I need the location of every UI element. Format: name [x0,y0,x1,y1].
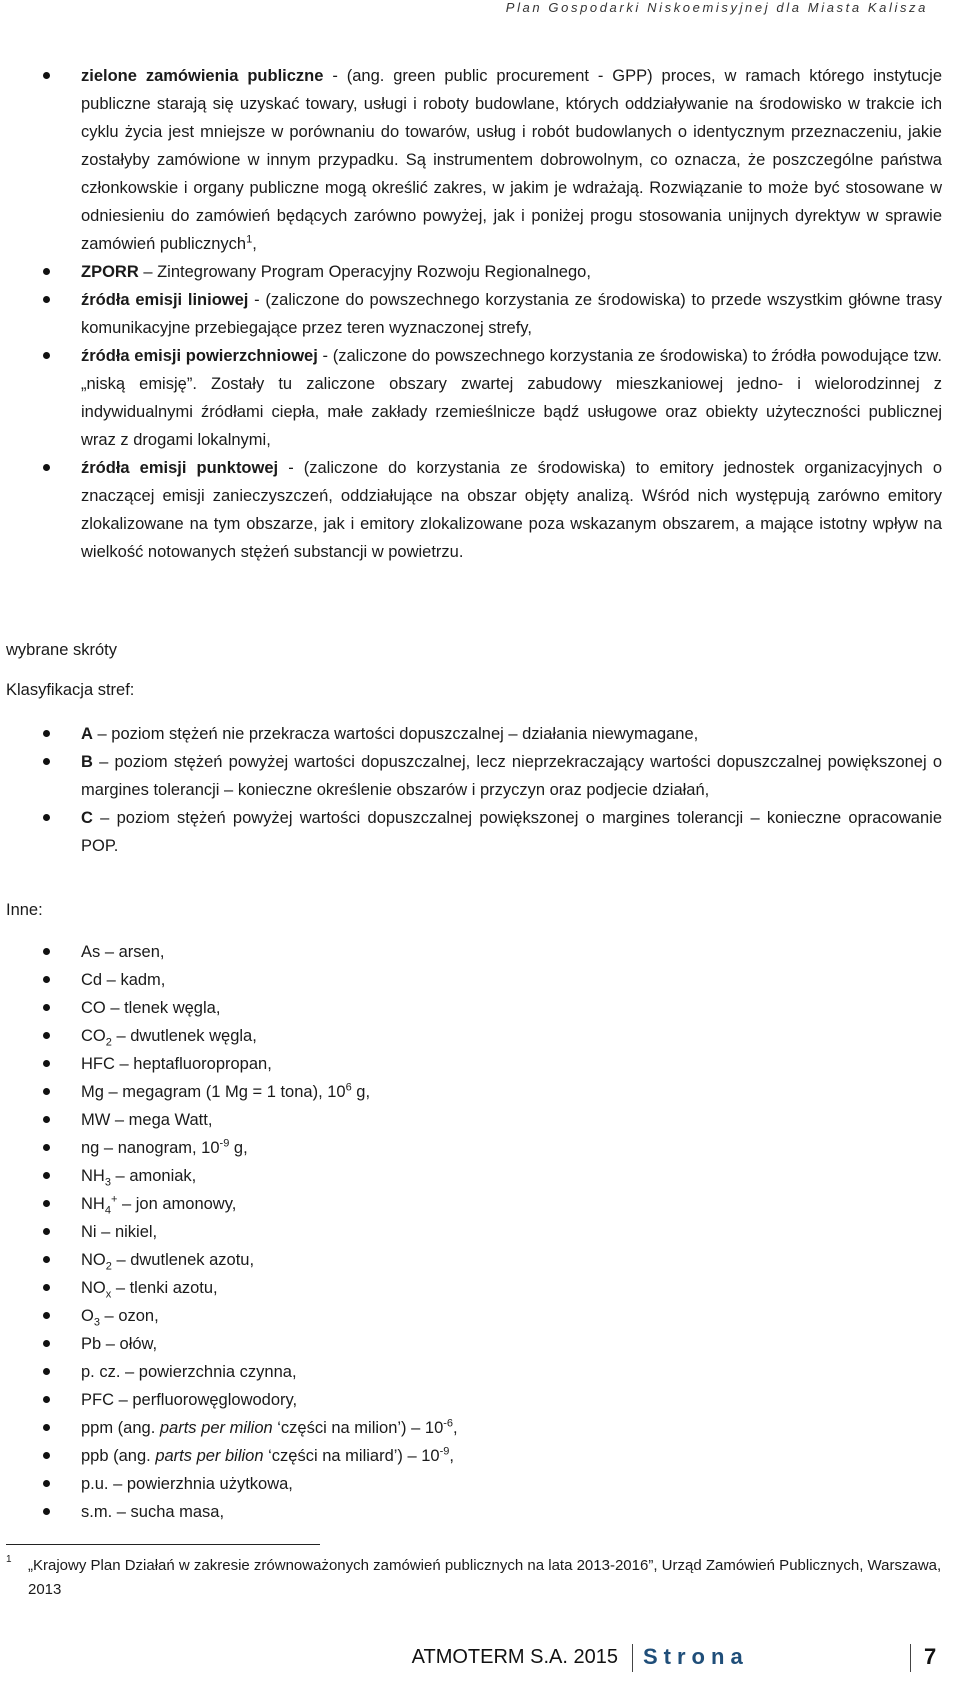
definition-text: – Zintegrowany Program Operacyjny Rozwoju Regionalnego, [138,263,591,281]
definition-term: źródła emisji liniowej [81,291,249,309]
definition-term: źródła emisji powierzchniowej [81,347,318,365]
footer-company: ATMOTERM S.A. 2015 [411,1646,618,1668]
footnote-number: 1 [6,1554,12,1565]
abbr-meaning: – powierzchnia czynna, [120,1363,297,1381]
section-label-classification: Klasyfikacja stref: [6,681,135,699]
abbreviation-item [0,1274,960,1302]
definition-item [0,454,960,566]
footer-divider [632,1644,633,1672]
abbr-term: Cd [81,971,103,989]
abbr-term: NH [81,1195,105,1213]
abbr-meaning: – heptafluoropropan, [114,1055,272,1073]
abbr-term: PFC [81,1391,114,1409]
abbr-subscript: 2 [105,1260,112,1273]
definition-text: - (zaliczone do powszechnego korzystania ze środowiska) to przede wszystkim główne trasy komunikacyjne przebiegające przez teren wyznaczonej strefy, [81,291,942,337]
definition-tail: , [252,235,257,253]
footnote-reference[interactable]: 1 [246,233,253,246]
abbr-superscript: -9 [439,1445,450,1458]
footer-page-number: 7 [924,1644,937,1669]
abbr-term: CO [81,1027,106,1045]
zone-term: C [81,809,93,827]
abbr-meaning: – nikiel, [96,1223,158,1241]
abbr-meaning: – ozon, [99,1307,159,1325]
definition-term: źródła emisji punktowej [81,459,279,477]
footnote [6,1554,946,1602]
section-label-other: Inne: [6,901,43,919]
zone-item [0,720,960,748]
abbr-subscript: 2 [105,1036,112,1049]
abbr-meaning: – sucha masa, [112,1503,225,1521]
abbreviation-item [0,1246,960,1274]
abbr-italic: parts per milion [159,1419,273,1437]
definition-item [0,342,960,454]
abbr-superscript: 6 [345,1081,352,1094]
zone-item [0,748,960,804]
abbr-meaning: – amoniak, [110,1167,197,1185]
abbreviation-item [0,1106,960,1134]
zone-item [0,804,960,860]
abbreviation-item [0,1386,960,1414]
abbreviation-item [0,1470,960,1498]
abbr-superscript: + [110,1193,118,1206]
abbr-meaning: – mega Watt, [110,1111,213,1129]
abbreviation-item [0,1358,960,1386]
abbr-term: NO [81,1251,106,1269]
abbr-meaning: – dwutlenek azotu, [111,1251,255,1269]
abbr-meaning: – dwutlenek węgla, [111,1027,257,1045]
definitions-list [0,62,960,566]
definition-text: - (zaliczone do korzystania ze środowiska) to emitory jednostek organizacyjnych o znaczącej emisji zanieczyszczeń, oddziałujące na obszar objęty analizą. Wśród nich występują zarówno emitory zlokalizowane na tym obszarze, jak i emitory zlokalizowane poza wskazanym obszarem, a mające istotny wpływ na wielkość notowanych stężeń substancji w powietrzu. [81,459,942,561]
definition-item [0,62,960,258]
abbr-meaning: g, [351,1083,371,1101]
abbr-term: Pb [81,1335,102,1353]
abbreviation-item [0,1218,960,1246]
abbr-term: p. cz. [81,1363,121,1381]
abbr-meaning: g, [229,1139,248,1157]
abbr-term: CO [81,999,106,1017]
abbr-meaning: – kadm, [102,971,166,989]
abbreviation-item [0,938,960,966]
abbreviation-item [0,1302,960,1330]
abbreviation-item [0,1134,960,1162]
abbr-term: Mg – megagram (1 Mg = 1 tona), 10 [81,1083,346,1101]
abbr-tail: , [449,1447,454,1465]
abbr-meaning: – jon amonowy, [117,1195,237,1213]
abbreviation-item [0,1442,960,1470]
definition-text: - (ang. green public procurement - GPP) proces, w ramach którego instytucje publiczne starają się uzyskać towary, usługi i roboty budowlane, których oddziaływanie na środowisko w trakcie ich cyklu życia jest mniejsze w porównaniu do towarów, usług i robót budowlanych o identycznym przeznaczeniu, jakie zostałyby zamówione w innym przypadku. Są instrumentem dobrowolnym, co oznacza, że poszczególne państwa członkowskie i organy publiczne mogą określić zakres, w jakim je wdrażają. Rozwiązanie to może być stosowane w odniesieniu do zamówień będących zarówno powyżej, jak i poniżej progu stosowania unijnych dyrektyw w sprawie zamówień publicznych [81,67,942,253]
footer-page-divider [910,1644,911,1672]
abbreviation-item [0,966,960,994]
zone-text: – poziom stężeń powyżej wartości dopuszczalnej powiększonej o margines tolerancji – konieczne opracowanie POP. [81,809,942,855]
abbreviation-item [0,1190,960,1218]
running-header [0,0,960,20]
abbr-term: ppb (ang. [81,1447,156,1465]
zone-text: – poziom stężeń nie przekracza wartości dopuszczalnej – działania niewymagane, [92,725,699,743]
footnote-separator [6,1544,320,1545]
abbr-term: p.u. [81,1475,109,1493]
abbr-subscript: 3 [93,1316,100,1329]
abbreviation-item [0,1022,960,1050]
definition-item [0,286,960,342]
definition-text: - (zaliczone do powszechnego korzystania ze środowiska) to źródła powodujące tzw. „niską emisję”. Zostały tu zaliczone obszary zwartej zabudowy mieszkaniowej jedno- i wielorodzinnej z indywidualnymi źródłami ciepła, małe zakłady rzemieślnicze bądź usługowe oraz obiekty użyteczności publicznej wraz z drogami lokalnymi, [81,347,942,449]
abbr-tail: , [453,1419,458,1437]
abbr-term: NO [81,1279,106,1297]
footer-page-label: Strona [643,1644,749,1669]
abbreviations-list [0,938,960,1526]
abbr-term: s.m. [81,1503,113,1521]
abbr-meaning: – perfluorowęglowodory, [114,1391,298,1409]
abbr-term: HFC [81,1055,115,1073]
abbr-term: ppm (ang. [81,1419,160,1437]
abbr-term: NH [81,1167,105,1185]
abbr-superscript: -6 [443,1417,454,1430]
abbreviation-item [0,1078,960,1106]
abbreviation-item [0,994,960,1022]
abbreviation-item [0,1330,960,1358]
abbr-subscript: x [105,1288,112,1301]
abbr-term: Ni [81,1223,97,1241]
abbreviation-item [0,1162,960,1190]
abbr-meaning: – tlenki azotu, [111,1279,218,1297]
abbr-meaning: – powierzhnia użytkowa, [108,1475,293,1493]
zone-term: B [81,753,93,771]
abbr-subscript: 4 [104,1204,111,1217]
zone-text: – poziom stężeń powyżej wartości dopuszczalnej, lecz nieprzekraczający wartości dopuszczalnej powiększonej o margines tolerancji – konieczne określenie obszarów i przyczyn oraz podjecie działań, [81,753,942,799]
definition-item [0,258,960,286]
header-title: Plan Gospodarki Niskoemisyjnej dla Miasta Kalisza [505,0,928,15]
abbreviation-item [0,1050,960,1078]
zone-term: A [81,725,93,743]
footnote-text: „Krajowy Plan Działań w zakresie zrównoważonych zamówień publicznych na lata 2013-2016”, Urząd Zamówień Publicznych, Warszawa, 2013 [28,1557,942,1598]
abbr-meaning: ‘części na milion’) – 10 [272,1419,444,1437]
abbr-meaning: – arsen, [100,943,165,961]
abbr-meaning: ‘części na miliard’) – 10 [263,1447,440,1465]
zone-classification-list [0,720,960,860]
abbr-term: As [81,943,101,961]
section-label-selected: wybrane skróty [6,641,117,659]
abbr-meaning: – tlenek węgla, [105,999,221,1017]
abbr-meaning: – ołów, [101,1335,158,1353]
definition-term: ZPORR [81,263,139,281]
abbreviation-item [0,1414,960,1442]
abbr-superscript: -9 [219,1137,230,1150]
abbr-term: O [81,1307,94,1325]
abbr-italic: parts per bilion [155,1447,264,1465]
page-footer [0,1640,960,1674]
abbr-term: MW [81,1111,111,1129]
definition-term: zielone zamówienia publiczne [81,67,324,85]
abbreviation-item [0,1498,960,1526]
abbr-subscript: 3 [104,1176,111,1189]
abbr-term: ng – nanogram, 10 [81,1139,220,1157]
